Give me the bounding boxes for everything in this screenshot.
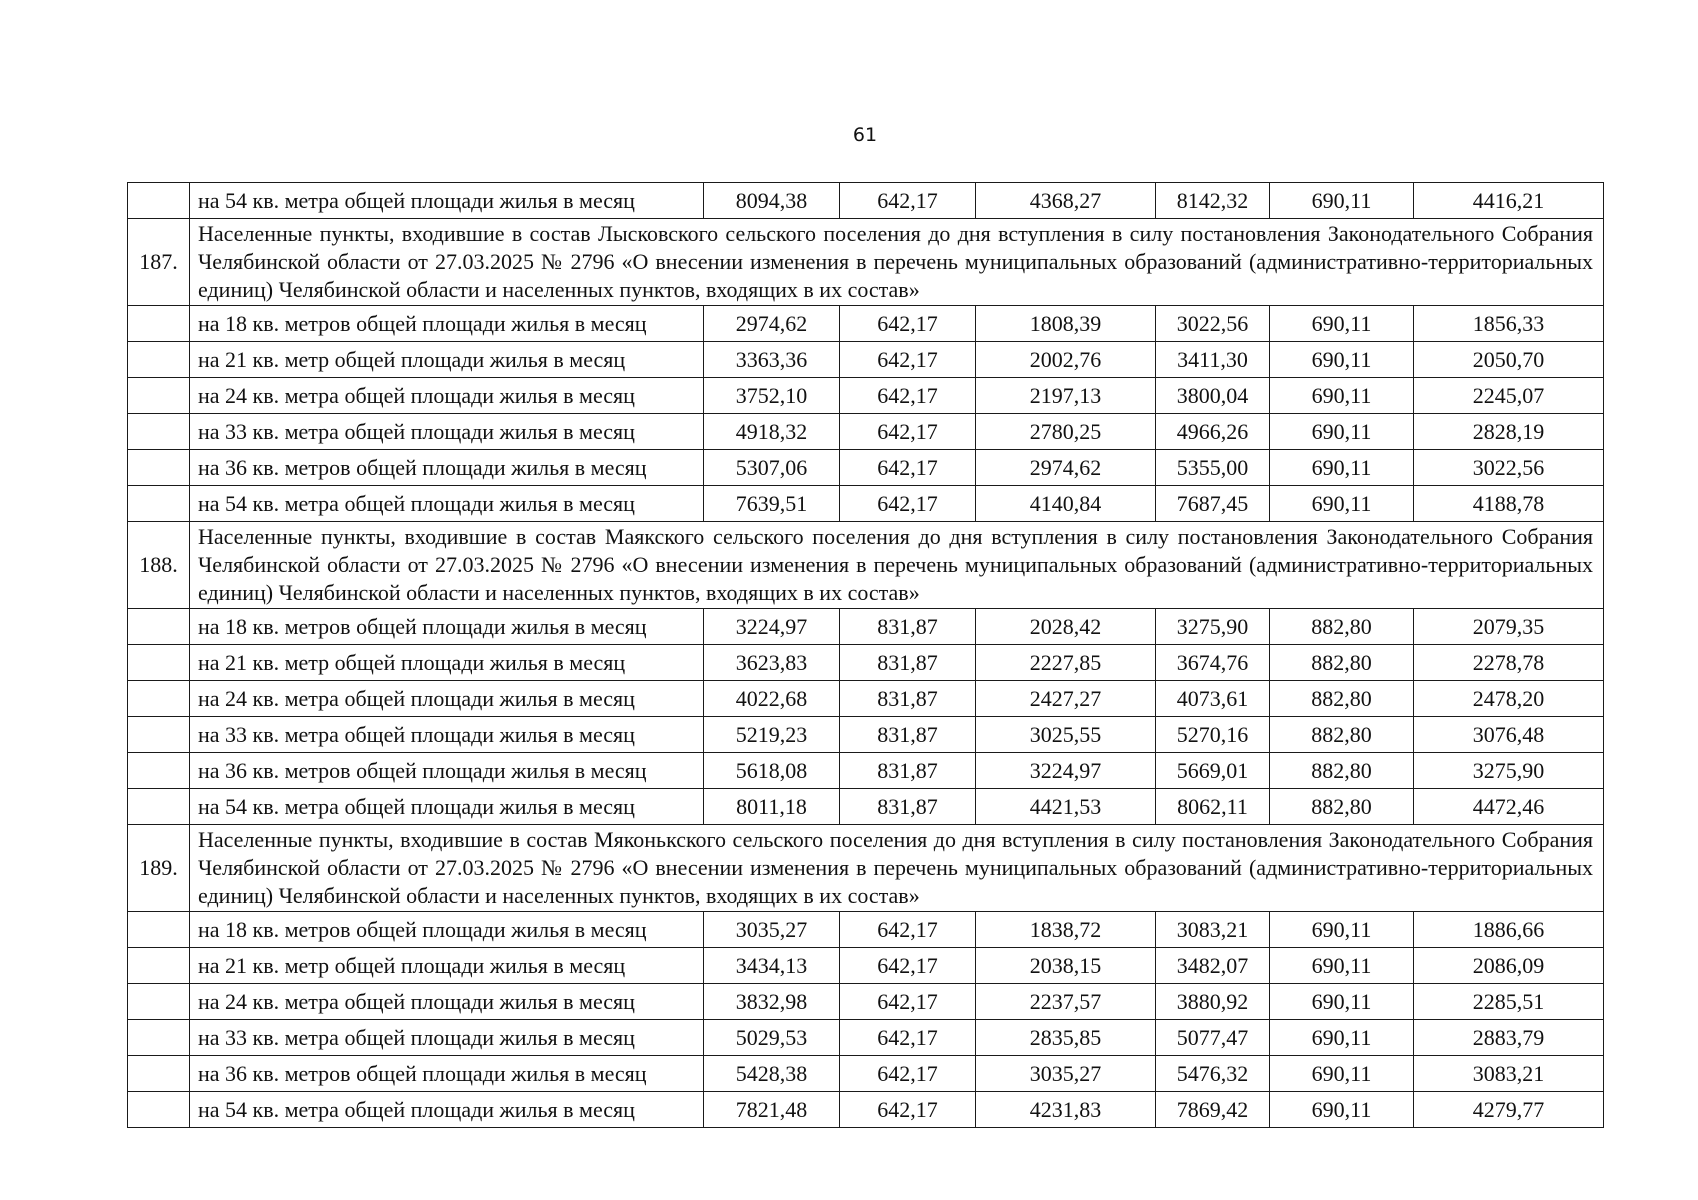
value-cell: 831,87 bbox=[840, 645, 976, 681]
row-description: на 33 кв. метра общей площади жилья в месяц bbox=[190, 414, 704, 450]
value-cell: 4140,84 bbox=[976, 486, 1156, 522]
table-row bbox=[128, 1056, 1604, 1092]
value-cell: 5029,53 bbox=[704, 1020, 840, 1056]
value-cell: 642,17 bbox=[840, 450, 976, 486]
row-description: на 24 кв. метра общей площади жилья в месяц bbox=[190, 984, 704, 1020]
table-row bbox=[128, 645, 1604, 681]
table-row bbox=[128, 183, 1604, 219]
value-cell: 2079,35 bbox=[1414, 609, 1604, 645]
value-cell: 3674,76 bbox=[1156, 645, 1270, 681]
value-cell: 4188,78 bbox=[1414, 486, 1604, 522]
row-number-cell bbox=[128, 486, 190, 522]
value-cell: 831,87 bbox=[840, 609, 976, 645]
value-cell: 882,80 bbox=[1270, 609, 1414, 645]
table-row bbox=[128, 609, 1604, 645]
value-cell: 3623,83 bbox=[704, 645, 840, 681]
section-heading: Населенные пункты, входившие в состав Маякского сельского поселения до дня вступления в силу постановления Законодательного Собрания Челябинской области от 27.03.2025 № 2796 «О внесении изменения в перечень муниципальных образований (административно-территориальных единиц) Челябинской области и населенных пунктов, входящих в их состав» bbox=[190, 522, 1604, 609]
table-row bbox=[128, 753, 1604, 789]
table-row bbox=[128, 1092, 1604, 1128]
value-cell: 2050,70 bbox=[1414, 342, 1604, 378]
value-cell: 642,17 bbox=[840, 342, 976, 378]
row-description: на 54 кв. метра общей площади жилья в месяц bbox=[190, 789, 704, 825]
row-number-cell bbox=[128, 306, 190, 342]
value-cell: 3076,48 bbox=[1414, 717, 1604, 753]
table-row bbox=[128, 378, 1604, 414]
value-cell: 4918,32 bbox=[704, 414, 840, 450]
value-cell: 5307,06 bbox=[704, 450, 840, 486]
value-cell: 882,80 bbox=[1270, 717, 1414, 753]
value-cell: 3083,21 bbox=[1414, 1056, 1604, 1092]
value-cell: 7821,48 bbox=[704, 1092, 840, 1128]
row-number-cell bbox=[128, 948, 190, 984]
table-row bbox=[128, 486, 1604, 522]
value-cell: 3275,90 bbox=[1414, 753, 1604, 789]
value-cell: 4231,83 bbox=[976, 1092, 1156, 1128]
value-cell: 2835,85 bbox=[976, 1020, 1156, 1056]
section-heading: Населенные пункты, входившие в состав Мяконькского сельского поселения до дня вступления в силу постановления Законодательного Собрания Челябинской области от 27.03.2025 № 2796 «О внесении изменения в перечень муниципальных образований (административно-территориальных единиц) Челябинской области и населенных пунктов, входящих в их состав» bbox=[190, 825, 1604, 912]
value-cell: 4022,68 bbox=[704, 681, 840, 717]
row-number-cell bbox=[128, 717, 190, 753]
value-cell: 4472,46 bbox=[1414, 789, 1604, 825]
row-description: на 18 кв. метров общей площади жилья в месяц bbox=[190, 609, 704, 645]
value-cell: 4279,77 bbox=[1414, 1092, 1604, 1128]
value-cell: 642,17 bbox=[840, 183, 976, 219]
table-row bbox=[128, 948, 1604, 984]
value-cell: 3411,30 bbox=[1156, 342, 1270, 378]
row-description: на 33 кв. метра общей площади жилья в месяц bbox=[190, 1020, 704, 1056]
row-description: на 24 кв. метра общей площади жилья в месяц bbox=[190, 378, 704, 414]
value-cell: 690,11 bbox=[1270, 1020, 1414, 1056]
page-number: 61 bbox=[852, 124, 878, 146]
value-cell: 5618,08 bbox=[704, 753, 840, 789]
value-cell: 7869,42 bbox=[1156, 1092, 1270, 1128]
row-number-cell bbox=[128, 1020, 190, 1056]
row-description: на 54 кв. метра общей площади жилья в месяц bbox=[190, 1092, 704, 1128]
value-cell: 690,11 bbox=[1270, 984, 1414, 1020]
value-cell: 3035,27 bbox=[976, 1056, 1156, 1092]
value-cell: 3022,56 bbox=[1156, 306, 1270, 342]
value-cell: 642,17 bbox=[840, 1056, 976, 1092]
value-cell: 2974,62 bbox=[704, 306, 840, 342]
value-cell: 882,80 bbox=[1270, 753, 1414, 789]
value-cell: 3832,98 bbox=[704, 984, 840, 1020]
row-description: на 24 кв. метра общей площади жилья в месяц bbox=[190, 681, 704, 717]
value-cell: 690,11 bbox=[1270, 486, 1414, 522]
value-cell: 3800,04 bbox=[1156, 378, 1270, 414]
row-description: на 21 кв. метр общей площади жилья в месяц bbox=[190, 645, 704, 681]
value-cell: 2227,85 bbox=[976, 645, 1156, 681]
row-description: на 21 кв. метр общей площади жилья в месяц bbox=[190, 342, 704, 378]
value-cell: 690,11 bbox=[1270, 306, 1414, 342]
value-cell: 690,11 bbox=[1270, 1056, 1414, 1092]
value-cell: 2883,79 bbox=[1414, 1020, 1604, 1056]
value-cell: 4416,21 bbox=[1414, 183, 1604, 219]
value-cell: 1886,66 bbox=[1414, 912, 1604, 948]
value-cell: 2828,19 bbox=[1414, 414, 1604, 450]
section-heading-row bbox=[128, 825, 1604, 912]
value-cell: 5270,16 bbox=[1156, 717, 1270, 753]
row-description: на 36 кв. метров общей площади жилья в месяц bbox=[190, 1056, 704, 1092]
value-cell: 7687,45 bbox=[1156, 486, 1270, 522]
row-number-cell bbox=[128, 609, 190, 645]
value-cell: 2028,42 bbox=[976, 609, 1156, 645]
value-cell: 3434,13 bbox=[704, 948, 840, 984]
value-cell: 2237,57 bbox=[976, 984, 1156, 1020]
section-number: 188. bbox=[128, 522, 190, 609]
value-cell: 831,87 bbox=[840, 717, 976, 753]
table-row bbox=[128, 912, 1604, 948]
row-number-cell bbox=[128, 183, 190, 219]
value-cell: 3275,90 bbox=[1156, 609, 1270, 645]
table-body bbox=[128, 183, 1604, 1128]
value-cell: 690,11 bbox=[1270, 450, 1414, 486]
value-cell: 642,17 bbox=[840, 948, 976, 984]
value-cell: 7639,51 bbox=[704, 486, 840, 522]
row-description: на 54 кв. метра общей площади жилья в месяц bbox=[190, 486, 704, 522]
value-cell: 882,80 bbox=[1270, 681, 1414, 717]
value-cell: 5355,00 bbox=[1156, 450, 1270, 486]
value-cell: 5669,01 bbox=[1156, 753, 1270, 789]
value-cell: 831,87 bbox=[840, 753, 976, 789]
row-number-cell bbox=[128, 984, 190, 1020]
value-cell: 8011,18 bbox=[704, 789, 840, 825]
row-number-cell bbox=[128, 1056, 190, 1092]
table-row bbox=[128, 717, 1604, 753]
value-cell: 690,11 bbox=[1270, 183, 1414, 219]
value-cell: 831,87 bbox=[840, 681, 976, 717]
value-cell: 2197,13 bbox=[976, 378, 1156, 414]
value-cell: 1808,39 bbox=[976, 306, 1156, 342]
value-cell: 642,17 bbox=[840, 912, 976, 948]
row-description: на 21 кв. метр общей площади жилья в месяц bbox=[190, 948, 704, 984]
section-number: 187. bbox=[128, 219, 190, 306]
value-cell: 642,17 bbox=[840, 378, 976, 414]
row-number-cell bbox=[128, 378, 190, 414]
row-description: на 18 кв. метров общей площади жилья в месяц bbox=[190, 912, 704, 948]
value-cell: 2478,20 bbox=[1414, 681, 1604, 717]
table-row bbox=[128, 984, 1604, 1020]
value-cell: 4073,61 bbox=[1156, 681, 1270, 717]
value-cell: 690,11 bbox=[1270, 948, 1414, 984]
value-cell: 2245,07 bbox=[1414, 378, 1604, 414]
table-row bbox=[128, 789, 1604, 825]
tariff-table bbox=[127, 182, 1604, 1128]
table-row bbox=[128, 681, 1604, 717]
section-number: 189. bbox=[128, 825, 190, 912]
value-cell: 1838,72 bbox=[976, 912, 1156, 948]
value-cell: 8142,32 bbox=[1156, 183, 1270, 219]
value-cell: 5476,32 bbox=[1156, 1056, 1270, 1092]
table-row bbox=[128, 306, 1604, 342]
row-number-cell bbox=[128, 753, 190, 789]
row-number-cell bbox=[128, 645, 190, 681]
value-cell: 3022,56 bbox=[1414, 450, 1604, 486]
value-cell: 2285,51 bbox=[1414, 984, 1604, 1020]
value-cell: 690,11 bbox=[1270, 1092, 1414, 1128]
value-cell: 642,17 bbox=[840, 486, 976, 522]
value-cell: 3224,97 bbox=[976, 753, 1156, 789]
row-description: на 18 кв. метров общей площади жилья в месяц bbox=[190, 306, 704, 342]
value-cell: 1856,33 bbox=[1414, 306, 1604, 342]
value-cell: 5077,47 bbox=[1156, 1020, 1270, 1056]
row-number-cell bbox=[128, 414, 190, 450]
row-number-cell bbox=[128, 450, 190, 486]
value-cell: 2038,15 bbox=[976, 948, 1156, 984]
value-cell: 690,11 bbox=[1270, 378, 1414, 414]
value-cell: 3880,92 bbox=[1156, 984, 1270, 1020]
value-cell: 2086,09 bbox=[1414, 948, 1604, 984]
value-cell: 2002,76 bbox=[976, 342, 1156, 378]
value-cell: 3035,27 bbox=[704, 912, 840, 948]
value-cell: 3083,21 bbox=[1156, 912, 1270, 948]
table-row bbox=[128, 414, 1604, 450]
value-cell: 882,80 bbox=[1270, 789, 1414, 825]
row-number-cell bbox=[128, 1092, 190, 1128]
row-number-cell bbox=[128, 789, 190, 825]
value-cell: 642,17 bbox=[840, 984, 976, 1020]
value-cell: 4368,27 bbox=[976, 183, 1156, 219]
row-description: на 36 кв. метров общей площади жилья в месяц bbox=[190, 753, 704, 789]
table-row bbox=[128, 450, 1604, 486]
value-cell: 882,80 bbox=[1270, 645, 1414, 681]
value-cell: 3025,55 bbox=[976, 717, 1156, 753]
value-cell: 642,17 bbox=[840, 306, 976, 342]
value-cell: 690,11 bbox=[1270, 342, 1414, 378]
section-heading-row bbox=[128, 219, 1604, 306]
value-cell: 4966,26 bbox=[1156, 414, 1270, 450]
value-cell: 3224,97 bbox=[704, 609, 840, 645]
value-cell: 642,17 bbox=[840, 1020, 976, 1056]
value-cell: 3363,36 bbox=[704, 342, 840, 378]
row-description: на 36 кв. метров общей площади жилья в месяц bbox=[190, 450, 704, 486]
value-cell: 8094,38 bbox=[704, 183, 840, 219]
table-row bbox=[128, 1020, 1604, 1056]
value-cell: 2278,78 bbox=[1414, 645, 1604, 681]
row-description: на 54 кв. метра общей площади жилья в месяц bbox=[190, 183, 704, 219]
section-heading-row bbox=[128, 522, 1604, 609]
row-number-cell bbox=[128, 342, 190, 378]
row-description: на 33 кв. метра общей площади жилья в месяц bbox=[190, 717, 704, 753]
section-heading: Населенные пункты, входившие в состав Лысковского сельского поселения до дня вступления в силу постановления Законодательного Собрания Челябинской области от 27.03.2025 № 2796 «О внесении изменения в перечень муниципальных образований (административно-территориальных единиц) Челябинской области и населенных пунктов, входящих в их состав» bbox=[190, 219, 1604, 306]
value-cell: 4421,53 bbox=[976, 789, 1156, 825]
value-cell: 2780,25 bbox=[976, 414, 1156, 450]
value-cell: 690,11 bbox=[1270, 414, 1414, 450]
row-number-cell bbox=[128, 681, 190, 717]
value-cell: 5219,23 bbox=[704, 717, 840, 753]
value-cell: 642,17 bbox=[840, 414, 976, 450]
value-cell: 690,11 bbox=[1270, 912, 1414, 948]
table-row bbox=[128, 342, 1604, 378]
value-cell: 8062,11 bbox=[1156, 789, 1270, 825]
value-cell: 3752,10 bbox=[704, 378, 840, 414]
row-number-cell bbox=[128, 912, 190, 948]
value-cell: 642,17 bbox=[840, 1092, 976, 1128]
value-cell: 2974,62 bbox=[976, 450, 1156, 486]
value-cell: 2427,27 bbox=[976, 681, 1156, 717]
value-cell: 3482,07 bbox=[1156, 948, 1270, 984]
value-cell: 831,87 bbox=[840, 789, 976, 825]
value-cell: 5428,38 bbox=[704, 1056, 840, 1092]
